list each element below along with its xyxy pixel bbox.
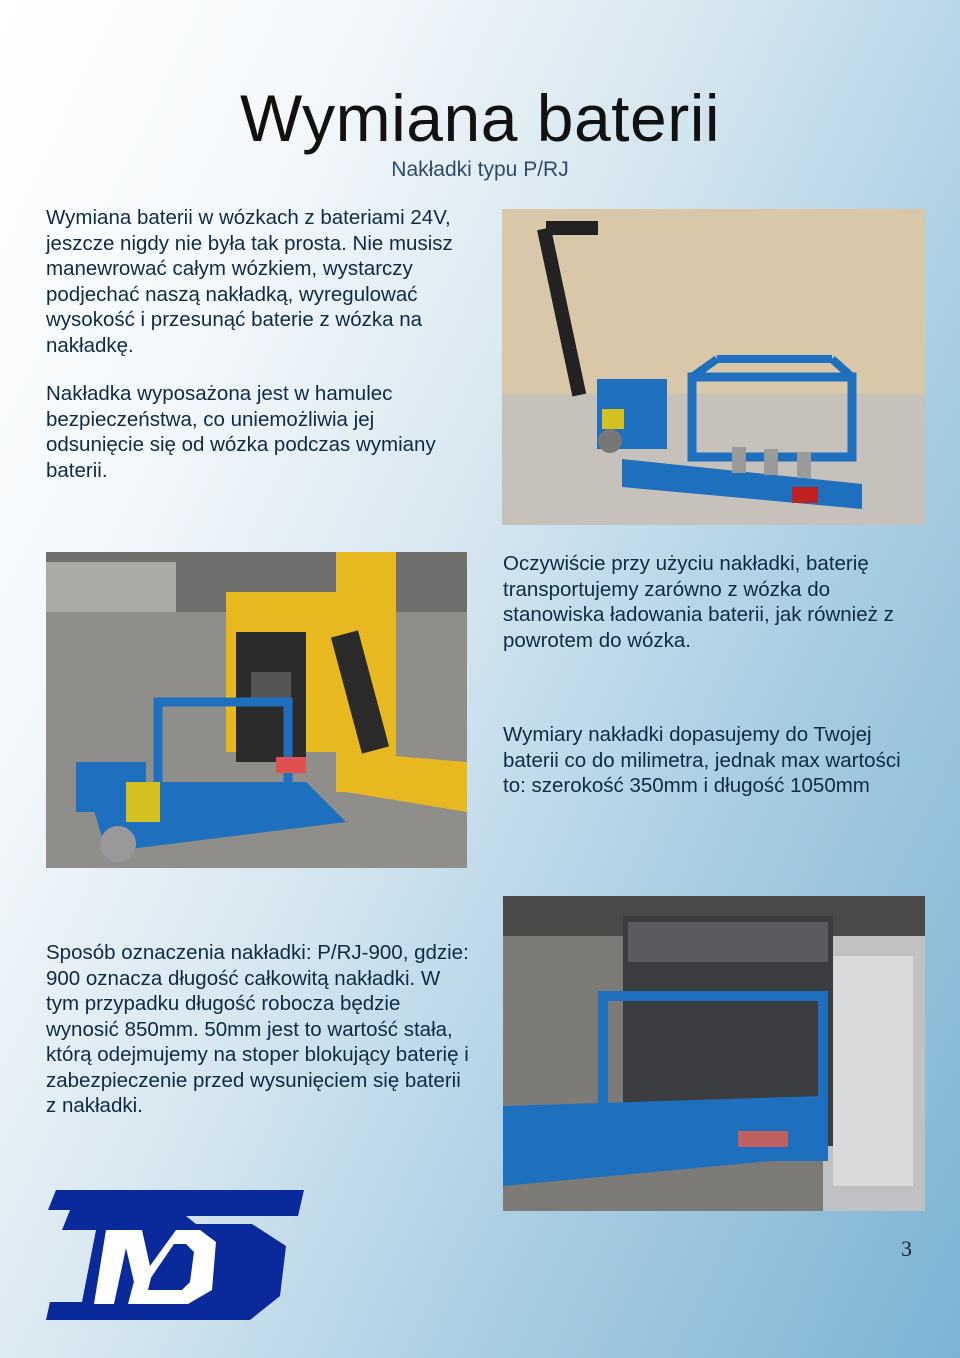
- photo-forklift-battery-transfer: [46, 552, 467, 868]
- page-subtitle: Nakładki typu P/RJ: [391, 158, 569, 181]
- page-title: Wymiana baterii: [239, 81, 721, 155]
- intro-paragraph-2: Nakładka wyposażona jest w hamulec bezpieczeństwa, co uniemożliwia jej odsunięcie się od wózka podczas wymiany baterii.: [46, 382, 436, 482]
- marking-paragraph: Sposób oznaczenia nakładki: P/RJ-900, gdzie: 900 oznacza długość całkowitą nakładki. W tym przypadku długość robocza będzie wynosić 850mm. 50mm jest to wartość stała, którą odejmujemy na stoper blokujący baterię i zabezpieczenie przed wysunięciem się baterii z nakładki.: [46, 941, 469, 1117]
- photo-pallet-truck-with-frame: [502, 209, 925, 525]
- transport-paragraph: Oczywiście przy użyciu nakładki, baterię transportujemy zarówno z wózka do stanowiska ładowania baterii, jak również z powrotem do wózka.: [503, 552, 894, 652]
- intro-paragraph-1: Wymiana baterii w wózkach z bateriami 24V, jeszcze nigdy nie była tak prosta. Nie musisz manewrować całym wózkiem, wystarczy podjechać naszą nakładką, wyregulować wysokość i przesunąć baterie z wózka na nakładkę.: [46, 206, 453, 357]
- photo-battery-on-frame: [503, 896, 925, 1211]
- dimensions-paragraph: Wymiary nakładki dopasujemy do Twojej baterii co do milimetra, jednak max wartości to: szerokość 350mm i długość 1050mm: [503, 723, 901, 797]
- company-logo: [36, 1186, 314, 1326]
- page-number: 3: [901, 1236, 912, 1261]
